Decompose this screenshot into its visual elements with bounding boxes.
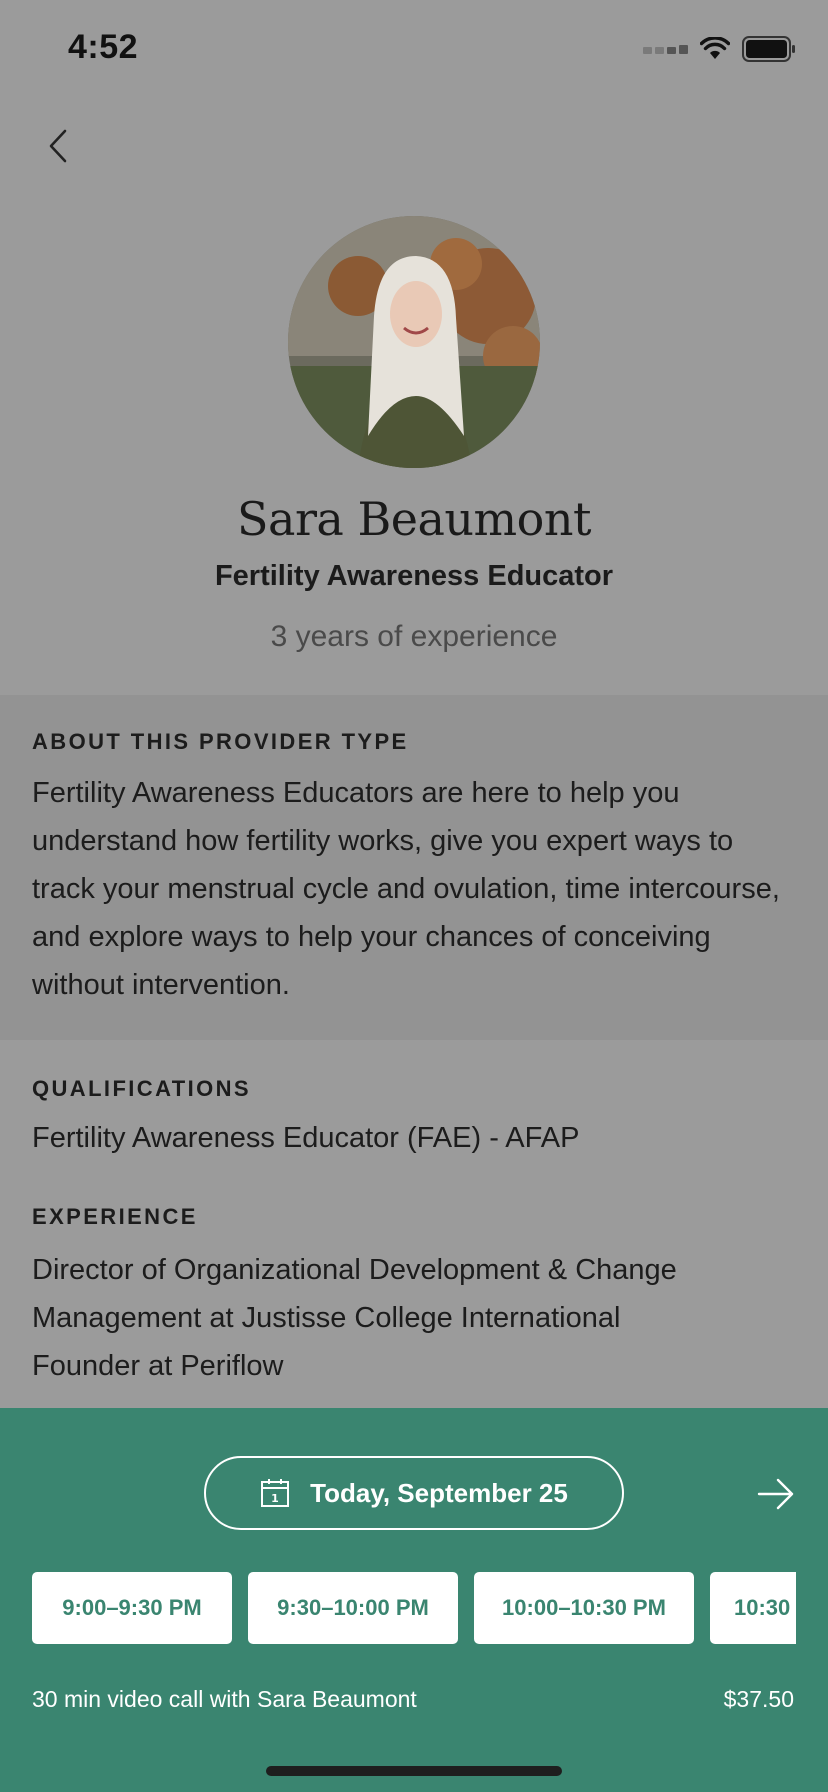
- price: $37.50: [723, 1686, 794, 1712]
- about-heading: ABOUT THIS PROVIDER TYPE: [32, 729, 409, 754]
- date-picker-button[interactable]: [204, 1456, 624, 1530]
- status-bar: [0, 0, 828, 100]
- time-slot[interactable]: 10:00–10:30 PM: [474, 1572, 694, 1644]
- about-section: [0, 695, 828, 1040]
- time-slot[interactable]: 9:30–10:00 PM: [248, 1572, 458, 1644]
- provider-photo: [288, 216, 540, 468]
- experience-item: Director of Organizational Development & Change Management at Justisse College International: [32, 1254, 677, 1334]
- experience-item: Founder at Periflow: [32, 1350, 284, 1382]
- battery-icon: [742, 36, 796, 62]
- provider-title: Fertility Awareness Educator: [214, 560, 614, 592]
- status-icons: [643, 36, 796, 62]
- call-info: 30 min video call with Sara Beaumont: [32, 1686, 417, 1712]
- experience-years: 3 years of experience: [270, 620, 558, 653]
- booking-panel: [0, 1408, 828, 1792]
- time-slot[interactable]: 10:30: [710, 1572, 796, 1644]
- qualifications-text: Fertility Awareness Educator (FAE) - AFAP: [32, 1122, 580, 1154]
- next-day-button[interactable]: [756, 1476, 796, 1512]
- provider-name: Sara Beaumont: [237, 492, 591, 546]
- chevron-left-icon: [47, 128, 69, 164]
- calendar-day: 1: [271, 1492, 279, 1505]
- about-text: Fertility Awareness Educators are here to help you understand how fertility works, give you expert ways to track your menstrual cycle and ovulation, time intercourse, and explore ways to help your chances of conceiving without intervention.: [32, 777, 780, 1001]
- arrow-right-icon: [756, 1476, 796, 1512]
- qualifications-heading: QUALIFICATIONS: [32, 1076, 251, 1101]
- wifi-icon: [700, 37, 730, 61]
- status-time: 4:52: [68, 28, 139, 66]
- date-label: Today, September 25: [310, 1477, 568, 1508]
- home-indicator: [266, 1766, 562, 1776]
- time-slot[interactable]: 9:00–9:30 PM: [32, 1572, 232, 1644]
- experience-heading: EXPERIENCE: [32, 1204, 198, 1229]
- calendar-icon: [260, 1478, 290, 1508]
- back-button[interactable]: [38, 126, 78, 166]
- experience-list: [32, 1246, 792, 1390]
- signal-icon: [643, 45, 688, 54]
- avatar: [288, 216, 540, 468]
- time-slots-scroller[interactable]: [32, 1572, 796, 1646]
